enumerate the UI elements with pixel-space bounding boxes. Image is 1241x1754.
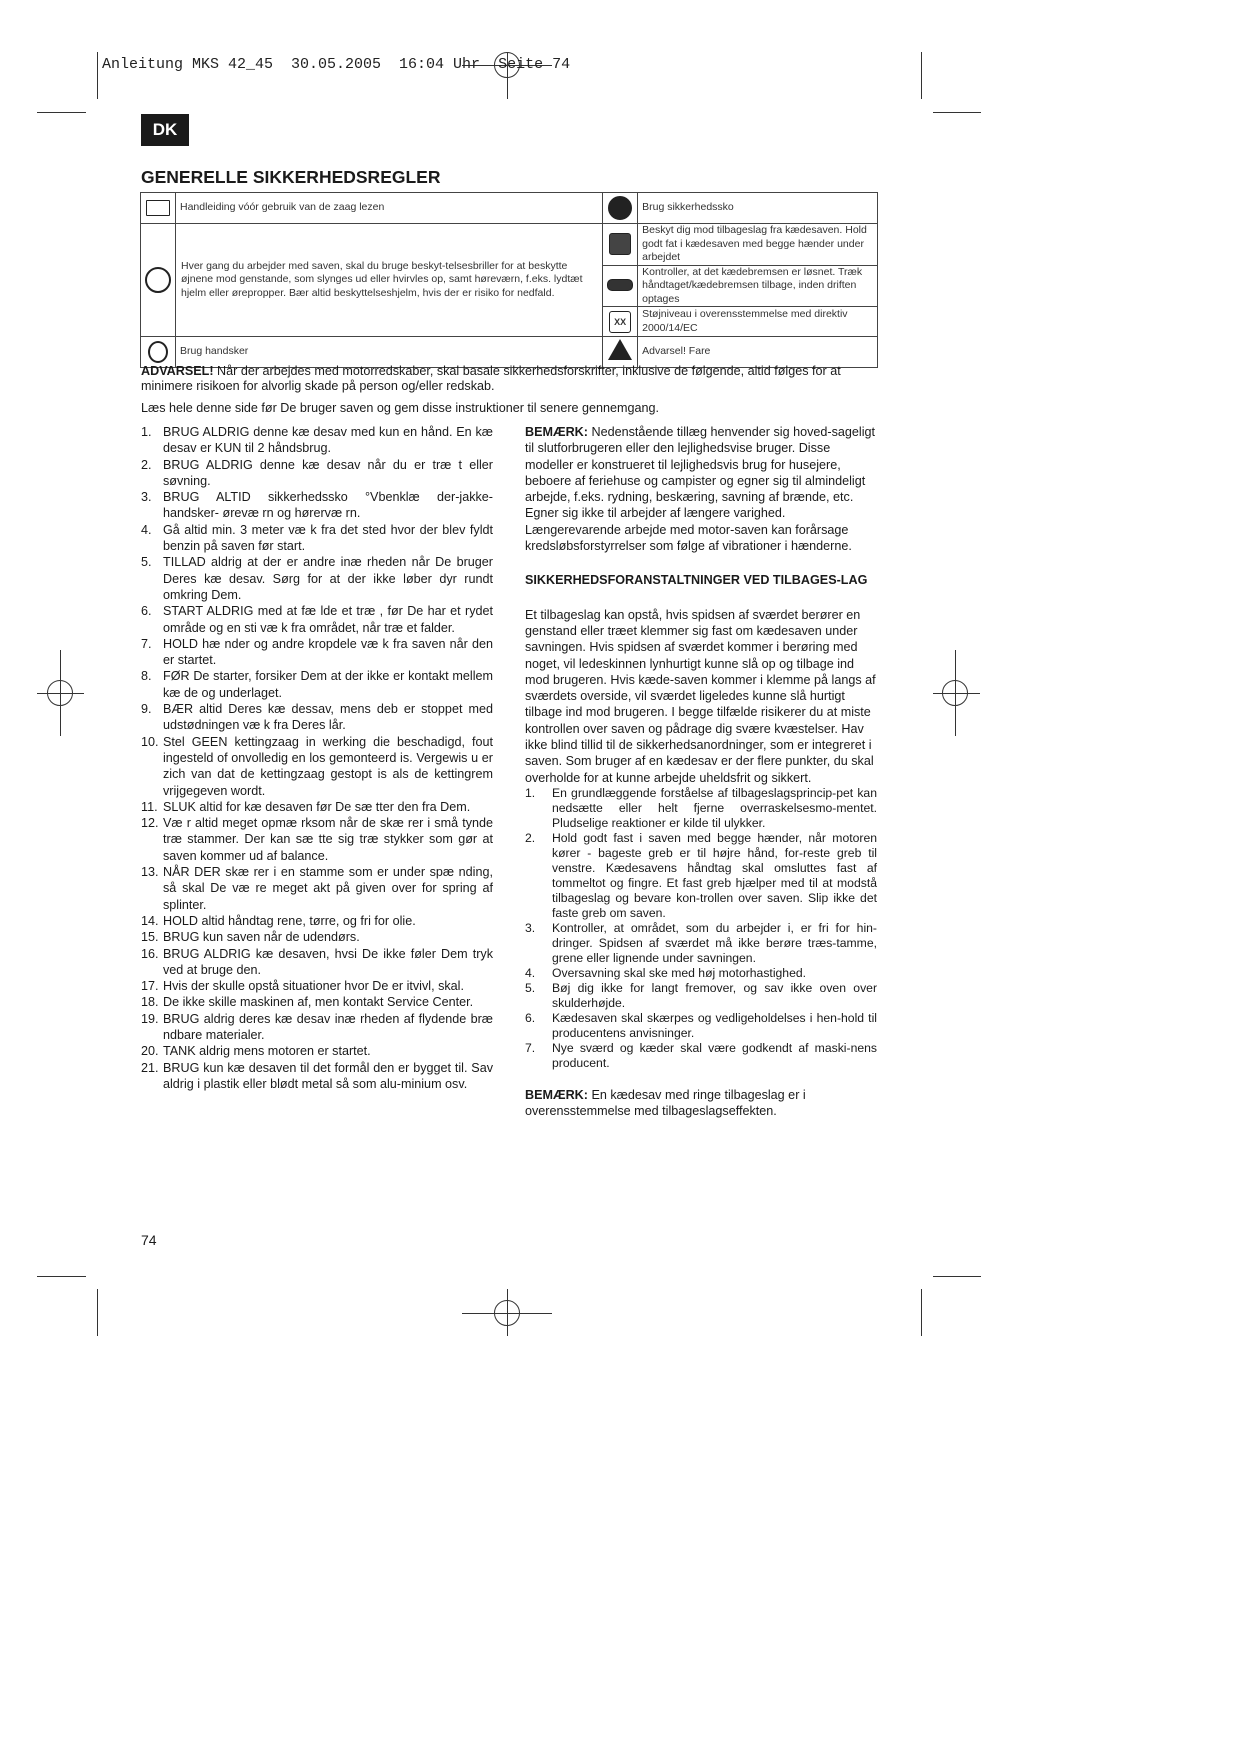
kickback-rule-item-number: 3. <box>525 920 536 935</box>
rule-item-number: 7. <box>141 636 152 651</box>
right-column <box>525 424 877 1120</box>
rule-item-number: 17. <box>141 979 159 994</box>
rule-item-number: 21. <box>141 1060 159 1075</box>
kickback-rule-item-number: 5. <box>525 980 536 995</box>
rule-item-number: 3. <box>141 490 152 505</box>
rule-item-text: BRUG ALDRIG denne kæ desav når du er træ t eller søvning. <box>163 457 493 488</box>
kickback-heading: SIKKERHEDSFORANSTALTNINGER VED TILBAGES-LAG <box>525 573 868 588</box>
crop-mark <box>97 52 98 99</box>
rule-item <box>141 522 493 555</box>
kickback-rule-item <box>525 1041 877 1071</box>
language-badge: DK <box>141 114 189 146</box>
rule-item-number: 19. <box>141 1011 159 1026</box>
note-paragraph <box>525 424 877 554</box>
rule-item-text: SLUK altid for kæ desaven før De sæ tter den fra Dem. <box>163 799 471 814</box>
rule-item-number: 10. <box>141 734 159 749</box>
rule-item <box>141 668 493 701</box>
rule-item-text: FØR De starter, forsiker Dem at der ikke er kontakt mellem kæ de og underlaget. <box>163 669 493 700</box>
manual-icon <box>141 193 176 224</box>
kickback-rule-item-text: Hold godt fast i saven med begge hænder, når motoren kører - bageste greb er til højre hånd, for-reste greb til venstre. Kædesavens håndtag skal omsluttes fast af tommeltot og fingre. Et fast greb hjælper med til at modstå tilbageslag og bevare kon-trollen over saven. Slip ikke det faste greb om saven. <box>552 830 877 920</box>
kickback-rule-item-number: 6. <box>525 1010 536 1025</box>
rule-item <box>141 489 493 522</box>
rule-item-number: 14. <box>141 913 159 928</box>
rule-item <box>141 946 493 979</box>
kickback-rule-item-text: En grundlæggende forståelse af tilbageslagsprincip-pet kan nedsætte eller helt fjerne overraskelsesmo-mentet. Pludselige reaktioner er kilde til ulykker. <box>552 785 877 830</box>
noise-level-icon: XX <box>603 307 638 337</box>
crop-mark <box>37 1276 86 1277</box>
note2-text: En kædesav med ringe tilbageslag er i overensstemmelse med tilbageslagseffekten. <box>525 1087 806 1119</box>
symbol-text: Advarsel! Fare <box>638 337 878 368</box>
read-note: Læs hele denne side før De bruger saven og gem disse instruktioner til senere gennemgang. <box>141 401 660 415</box>
rule-item-number: 13. <box>141 865 159 880</box>
rule-item <box>141 636 493 669</box>
rule-item-number: 20. <box>141 1044 159 1059</box>
kickback-rules-list <box>525 786 877 1071</box>
kickback-rule-item-text: Kontroller, at området, som du arbejder i, er fri for hin-dringer. Spidsen af sværdet må ikke berøre træs-tamme, grene eller lignende under savningen. <box>552 920 877 965</box>
rule-item-text: BRUG kun saven når de udendørs. <box>163 930 360 945</box>
rule-item-text: Væ r altid meget opmæ rksom når de skæ rer i små tynde træ stammer. Der kan sæ tte sig træ stykker som gør at saven kommer ud af balance. <box>163 816 493 863</box>
rule-item-text: BRUG ALDRIG kæ desaven, hvsi De ikke føler Dem tryk ved at bruge den. <box>163 946 493 977</box>
rule-item-text: De ikke skille maskinen af, men kontakt Service Center. <box>163 995 474 1010</box>
symbol-text: Hver gang du arbejder med saven, skal du bruge beskyt-telsesbriller for at beskytte øjnene mod genstande, som slynges ud eller hvirvles op, samt høreværn, f.eks. lydtæt hjelm eller ørepropper. Bær altid beskyttelseshjelm, hvis der er risiko for nedfald. <box>176 224 603 337</box>
rules-list <box>141 424 493 1092</box>
kickback-rule-item-text: Nye sværd og kæder skal være godkendt af maski-nens producent. <box>552 1040 877 1070</box>
symbol-text: Brug sikkerhedssko <box>638 193 878 224</box>
symbol-table <box>140 192 878 368</box>
rule-item-number: 4. <box>141 522 152 537</box>
symbol-text: Handleiding vóór gebruik van de zaag lezen <box>176 193 603 224</box>
kickback-rule-item <box>525 966 877 981</box>
kickback-rule-item-number: 7. <box>525 1040 536 1055</box>
crop-mark <box>97 1289 98 1336</box>
rule-item <box>141 929 493 945</box>
rule-item-text: Stel GEEN kettingzaag in werking die beschadigd, fout ingesteld of onvolledig en los gemonteerd is. Vergewis u er zich van dat de kettingzaag gestopt is als de kettingrem vrijgegeven wordt. <box>163 734 493 798</box>
kickback-rule-item <box>525 981 877 1011</box>
rule-item-number: 5. <box>141 555 152 570</box>
kickback-rule-item-text: Bøj dig ikke for langt fremover, og sav ikke oven over skulderhøjde. <box>552 980 877 1010</box>
symbol-text: Beskyt dig mod tilbageslag fra kædesaven. Hold godt fat i kædesaven med begge hænder under arbejdet <box>638 224 878 266</box>
kickback-rule-item <box>525 786 877 831</box>
warning-text: Når der arbejdes med motorredskaber, skal basale sikkerhedsforskrifter, inklusive de følgende, altid følges for at minimere risikoen for alvorlig skade på person og/eller redskab. <box>141 364 841 394</box>
safety-shoe-icon <box>603 193 638 224</box>
crop-mark <box>37 112 86 113</box>
kickback-rule-item-number: 1. <box>525 785 536 800</box>
rule-item-number: 6. <box>141 604 152 619</box>
rule-item <box>141 864 493 913</box>
rule-item <box>141 424 493 457</box>
note2-label: BEMÆRK: <box>525 1087 588 1102</box>
page-number: 74 <box>141 1232 157 1248</box>
rule-item <box>141 1060 493 1093</box>
rule-item-text: HOLD altid håndtag rene, tørre, og fri for olie. <box>163 913 416 928</box>
kickback-rule-item-number: 4. <box>525 965 536 980</box>
gloves-icon <box>141 337 176 368</box>
note2-paragraph <box>525 1087 877 1120</box>
rule-item-number: 15. <box>141 930 159 945</box>
rule-item <box>141 994 493 1010</box>
rule-item <box>141 554 493 603</box>
warning-paragraph <box>141 364 881 394</box>
rule-item <box>141 734 493 799</box>
kickback-rule-item <box>525 921 877 966</box>
rule-item <box>141 457 493 490</box>
rule-item-number: 1. <box>141 425 152 439</box>
rule-item-number: 9. <box>141 702 152 717</box>
rule-item <box>141 1043 493 1059</box>
kickback-rule-item-text: Oversavning skal ske med høj motorhastighed. <box>552 965 807 980</box>
rule-item-text: HOLD hæ nder og andre kropdele væ k fra saven når den er startet. <box>163 636 493 668</box>
rule-item-text: BRUG aldrig deres kæ desav inæ rheden af flydende bræ ndbare materialer. <box>163 1011 493 1042</box>
kickback-rule-item <box>525 831 877 921</box>
rule-item-text: START ALDRIG med at fæ lde et træ , før De har et rydet område og en sti væ k fra området, når træ et falder. <box>163 604 493 635</box>
symbol-text: Kontroller, at det kædebremsen er løsnet. Træk håndtaget/kædebremsen tilbage, inden driften optages <box>638 265 878 307</box>
rule-item <box>141 1011 493 1044</box>
rule-item <box>141 799 493 815</box>
rule-item-number: 2. <box>141 457 152 472</box>
rule-item <box>141 815 493 864</box>
rule-item <box>141 701 493 734</box>
print-header: Anleitung MKS 42_45 30.05.2005 16:04 Uhr Seite 74 <box>102 56 571 73</box>
crop-mark <box>933 112 981 113</box>
rule-item-text: TILLAD aldrig at der er andre inæ rheden når De bruger Deres kæ desav. Sørg for at der ikke løber dyr rundt omkring Dem. <box>163 555 493 602</box>
rule-item <box>141 978 493 994</box>
rule-item-number: 11. <box>141 799 158 814</box>
rule-item-number: 16. <box>141 946 159 961</box>
rule-item-text: NÅR DER skæ rer i en stamme som er under spæ nding, så skal De væ re meget akt på given over for spring af splinter. <box>163 865 493 912</box>
rule-item-text: BÆR altid Deres kæ dessav, mens deb er stoppet med udstødningen væ k fra Deres lår. <box>163 702 493 733</box>
kickback-rule-item-number: 2. <box>525 830 536 845</box>
note-text: Nedenstående tillæg henvender sig hoved-sageligt til slutforbrugeren eller den lejlighedsvise bruger. Disse modeller er konstrueret til lejlighedsvis brug for husejere, beboere af feriehuse og campister og egner sig til almindeligt arbejde, f.eks. rydning, beskæring, savning af brænde, etc. Egner sig ikke til arbejder af længere varighed. Længerevarende arbejde med motor-saven kan forårsage kredsløbsforstyrrelser som følge af vibrationer i hænderne. <box>525 425 876 554</box>
kickback-rule-item-text: Kædesaven skal skærpes og vedligeholdelses i hen-hold til producentens anvisninger. <box>552 1010 877 1040</box>
rule-item-text: TANK aldrig mens motoren er startet. <box>163 1044 371 1059</box>
rule-item-text: Gå altid min. 3 meter væ k fra det sted hvor der blev fyldt benzin på saven før start. <box>163 522 493 554</box>
rule-item-number: 18. <box>141 995 159 1010</box>
warning-triangle-icon <box>603 337 638 368</box>
crop-mark <box>921 1289 922 1336</box>
rule-item-text: BRUG ALDRIG denne kæ desav med kun en hånd. En kæ desav er KUN til 2 håndsbrug. <box>163 425 493 456</box>
eye-ear-protection-icon <box>141 224 176 337</box>
rule-item <box>141 913 493 929</box>
warning-label: ADVARSEL! <box>141 364 214 378</box>
rule-item <box>141 603 493 636</box>
symbol-text: Støjniveau i overensstemmelse med direktiv 2000/14/EC <box>638 307 878 337</box>
kickback-rule-item <box>525 1011 877 1041</box>
kickback-icon <box>603 224 638 266</box>
rule-item-text: Hvis der skulle opstå situationer hvor De er itvivl, skal. <box>163 979 464 994</box>
page-title: GENERELLE SIKKERHEDSREGLER <box>141 167 441 187</box>
note-label: BEMÆRK: <box>525 425 588 439</box>
rule-item-number: 8. <box>141 669 152 684</box>
kickback-paragraph: Et tilbageslag kan opstå, hvis spidsen af sværdet berører en genstand eller træet klemmer sig fast om kædesaven under savningen. Hvis spidsen af sværdet kommer i berøring med noget, vil ledeskinnen lynhurtigt kunne slå op og tilbage ind mod brugeren. Hvis kæde-saven kommer i klemme på langs af sværdets overside, vil sværdet ligeledes kunne slå hurtigt tilbage ind mod brugeren. I begge tilfælde risikerer du at miste kontrollen over saven og pådrage dig svære kvæstelser. Hav ikke blind tillid til de sikkerhedsanordninger, som er integreret i saven. Som bruger af en kædesav er der flere punkter, du skal overholde for at kunne arbejde uheldsfrit og sikkert. <box>525 607 876 785</box>
crop-mark <box>921 52 922 99</box>
crop-mark <box>933 1276 981 1277</box>
rule-item-text: BRUG kun kæ desaven til det formål den er bygget til. Sav aldrig i plastik eller blødt metal så som alu-minium osv. <box>163 1060 493 1091</box>
chain-brake-icon <box>603 265 638 307</box>
symbol-text: Brug handsker <box>176 337 603 368</box>
rule-item-text: BRUG ALTID sikkerhedssko °Vbenklæ der-jakke-handsker- ørevæ rn og hørervæ rn. <box>163 490 493 521</box>
rule-item-number: 12. <box>141 816 159 831</box>
